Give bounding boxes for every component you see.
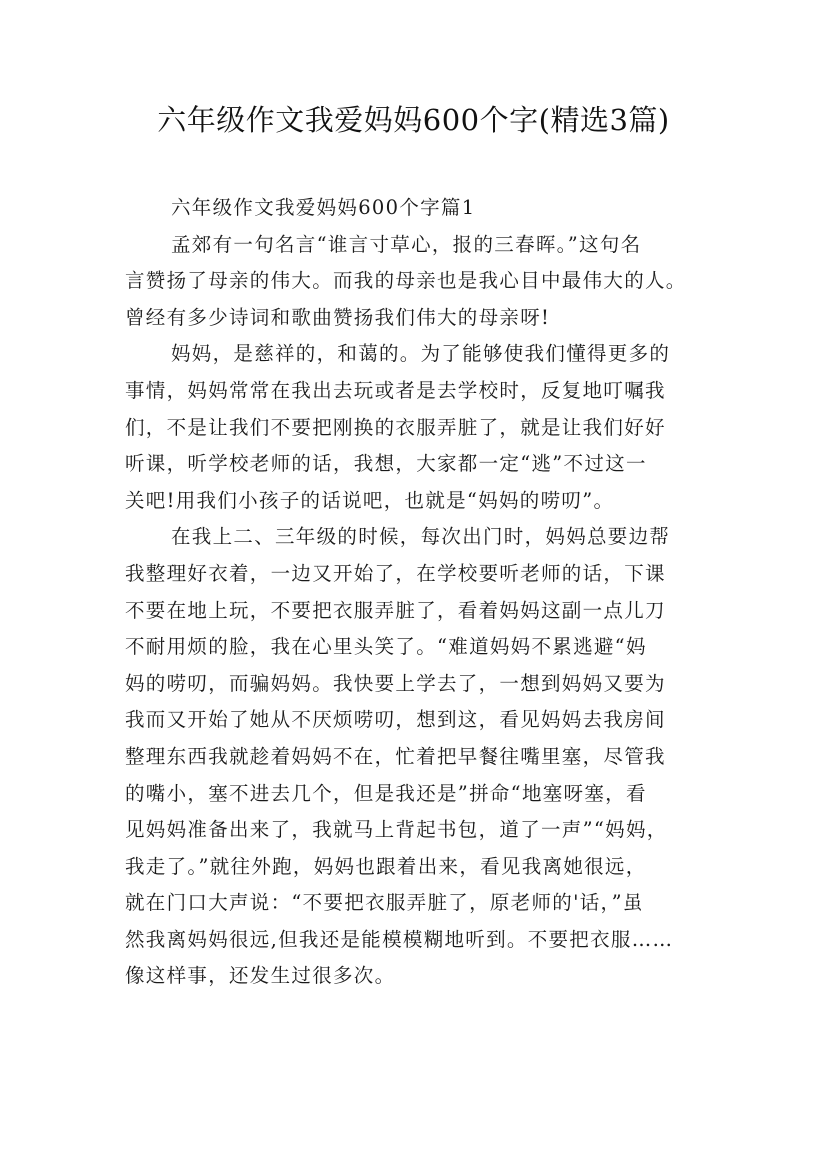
text-line: 然我离妈妈很远,但我还是能模模糊地听到。不要把衣服…… (125, 927, 674, 951)
text-line: 的嘴小，塞不进去几个，但是我还是”拼命“地塞呀塞，看 (125, 781, 647, 805)
text-line: 见妈妈准备出来了，我就马上背起书包，道了一声”“妈妈， (125, 818, 668, 842)
section-title: 六年级作文我爱妈妈600个字篇1 (171, 196, 476, 219)
text-line: 言赞扬了母亲的伟大。而我的母亲也是我心目中最伟大的人。 (125, 269, 687, 293)
text-line: 听课，听学校老师的话，我想，大家都一定“逃”不过这一 (125, 452, 647, 476)
text-line: 我而又开始了她从不厌烦唠叨，想到这，看见妈妈去我房间 (125, 708, 666, 732)
text-line: 不耐用烦的脸，我在心里头笑了。“难道妈妈不累逃避“妈 (125, 635, 647, 659)
text-line: 就在门口大声说：“不要把衣服弄脏了，原老师的'话，”虽 (125, 891, 644, 915)
text-line: 像这样事，还发生过很多次。 (125, 964, 396, 988)
document-title: 六年级作文我爱妈妈600个字(精选3篇) (157, 103, 670, 137)
text-line: 不要在地上玩，不要把衣服弄脏了，看着妈妈这副一点儿刀 (125, 598, 666, 622)
text-line: 事情，妈妈常常在我出去玩或者是去学校时，反复地叮嘱我 (125, 378, 666, 402)
text-line: 妈妈，是慈祥的，和蔼的。为了能够使我们懂得更多的 (171, 342, 671, 366)
text-line: 我整理好衣着，一边又开始了，在学校要听老师的话，下课 (125, 561, 666, 585)
text-line: 们，不是让我们不要把刚换的衣服弄脏了，就是让我们好好 (125, 415, 666, 439)
text-line: 孟郊有一句名言“谁言寸草心，报的三春晖。”这句名 (171, 232, 642, 256)
text-line: 曾经有多少诗词和歌曲赞扬我们伟大的母亲呀! (125, 305, 551, 329)
text-line: 在我上二、三年级的时候，每次出门时，妈妈总要边帮 (171, 525, 671, 549)
text-line: 整理东西我就趁着妈妈不在，忙着把早餐往嘴里塞，尽管我 (125, 744, 666, 768)
document-body (125, 190, 710, 995)
text-line: 我走了。”就往外跑，妈妈也跟着出来，看见我离她很远， (125, 854, 647, 878)
text-line: 关吧!用我们小孩子的话说吧，也就是“妈妈的唠叨”。 (125, 488, 615, 512)
text-line: 妈的唠叨，而骗妈妈。我快要上学去了，一想到妈妈又要为 (125, 671, 666, 695)
